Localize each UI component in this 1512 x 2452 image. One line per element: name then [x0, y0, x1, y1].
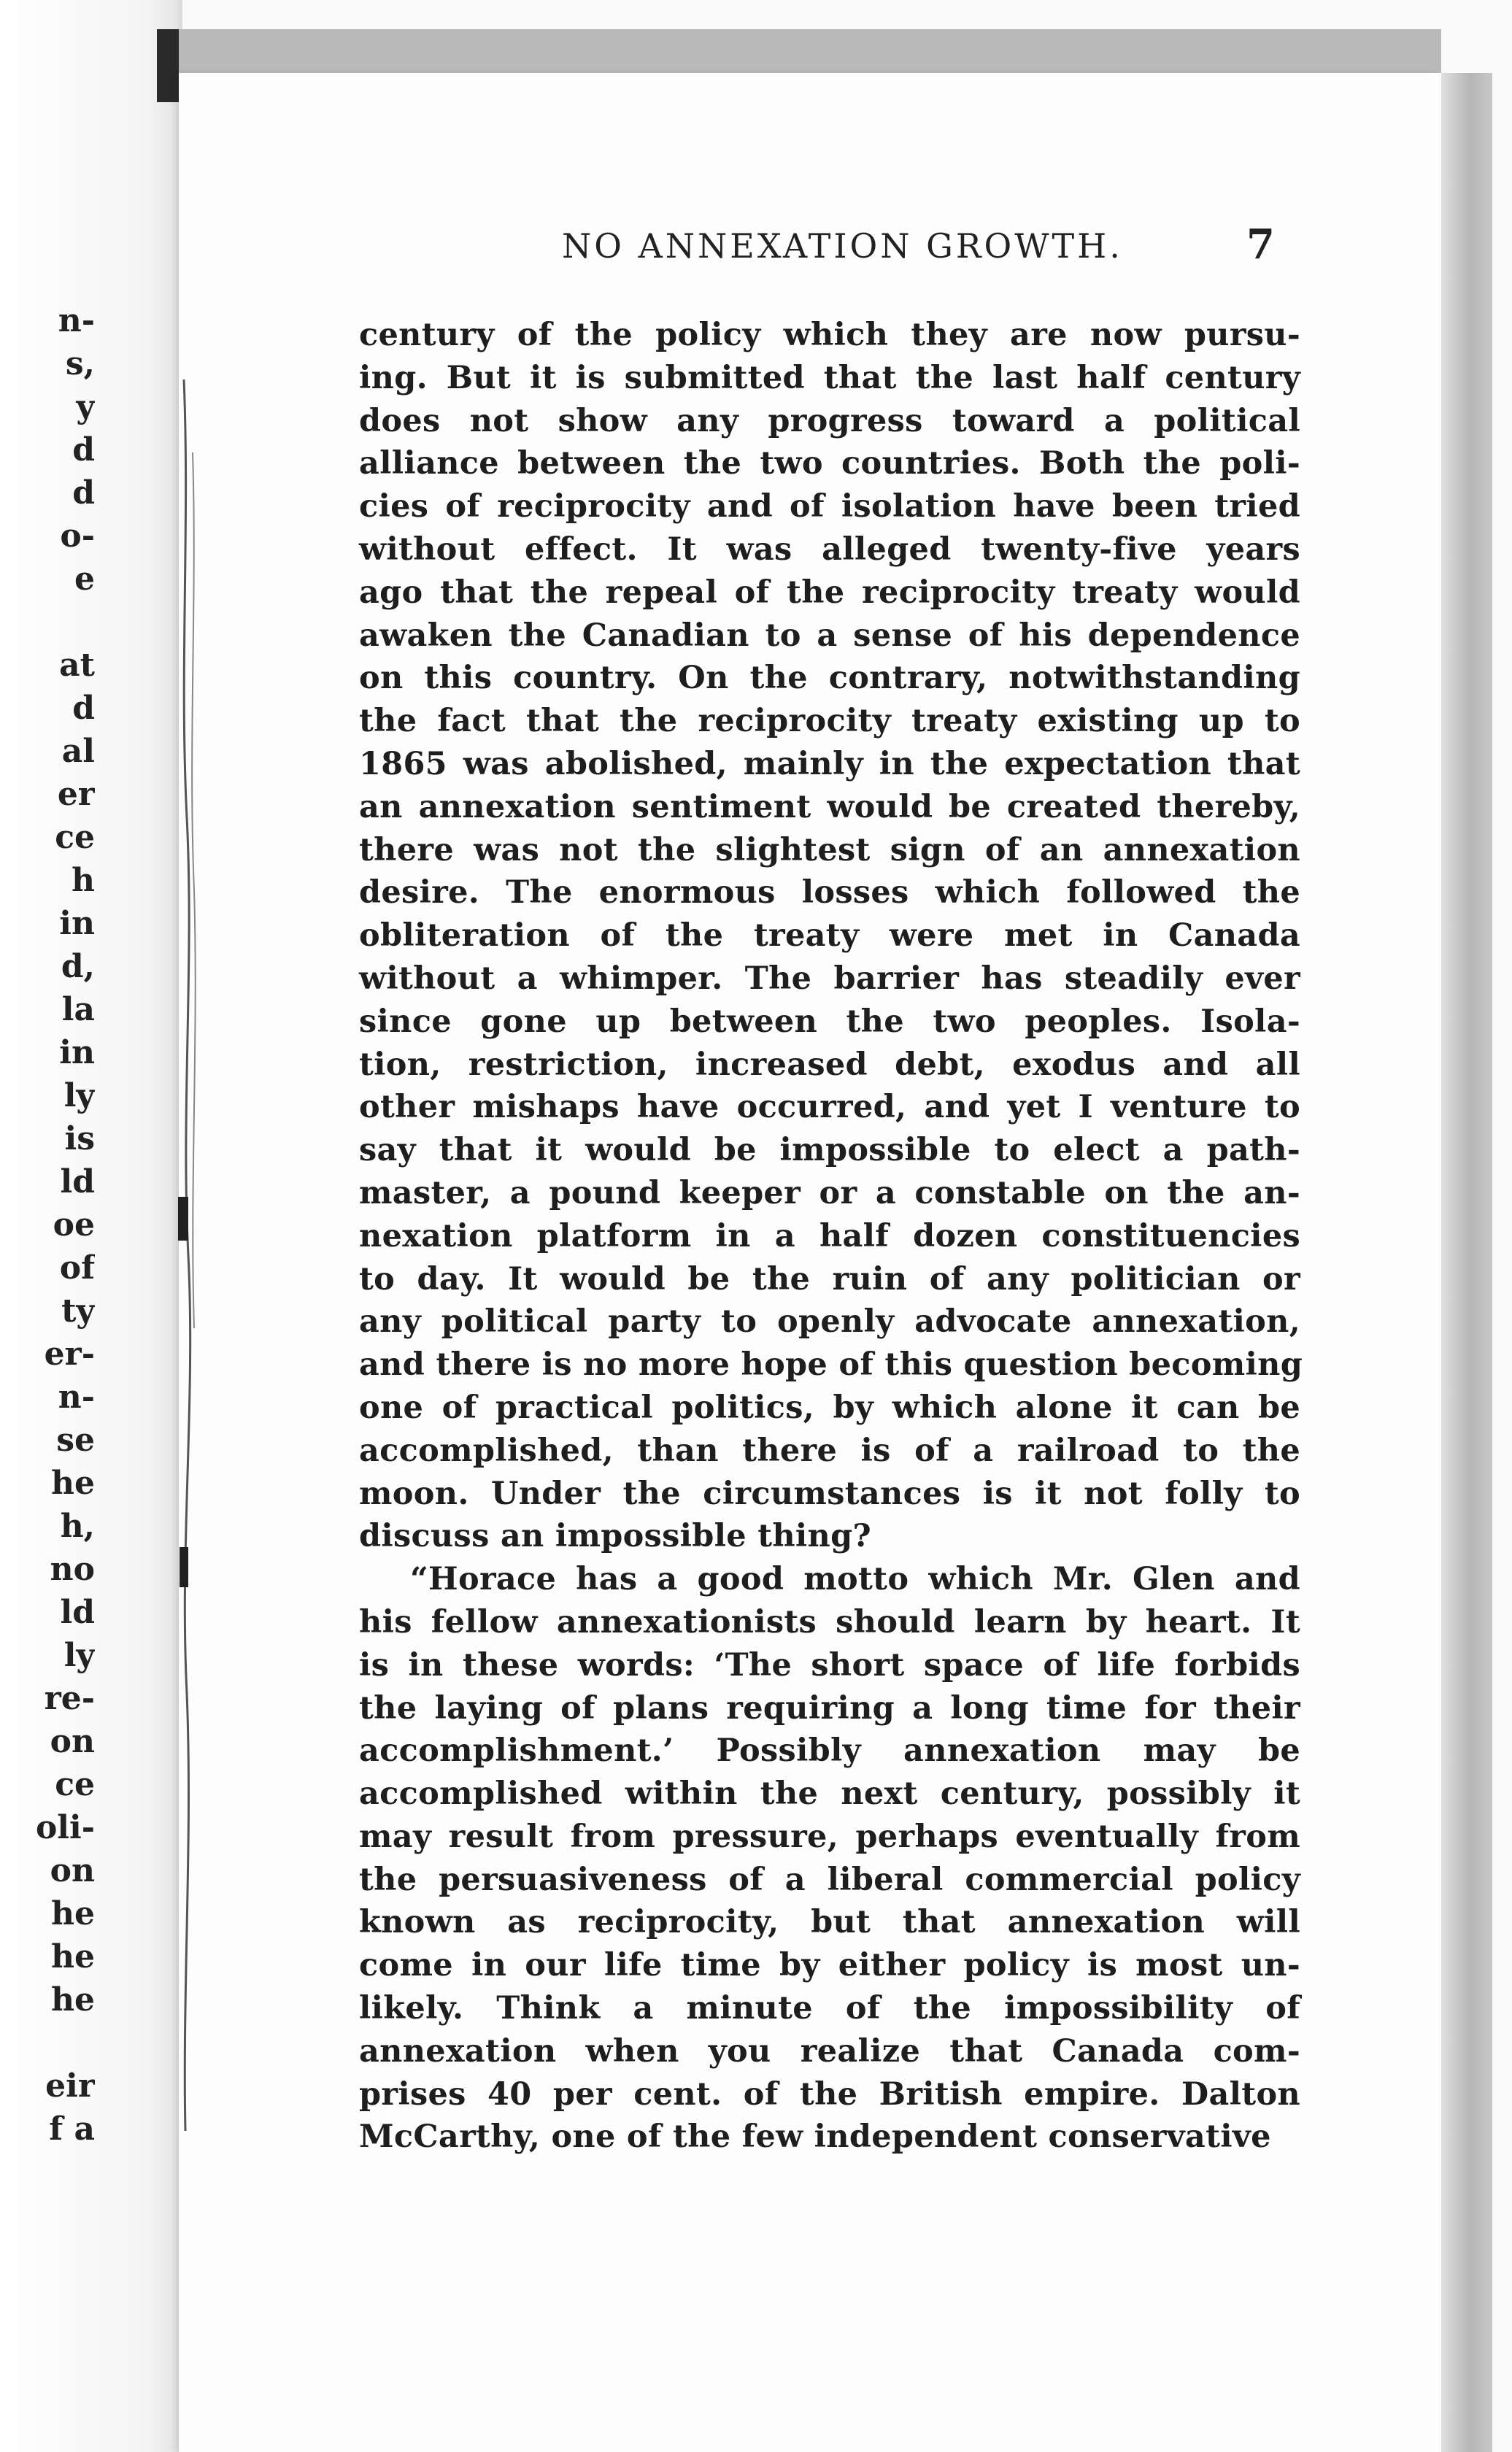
text-line: cies of reciprocity and of isolation have been tried [359, 488, 1300, 525]
left-fragment: ld [60, 1594, 95, 1631]
text-line: and there is no more hope of this question becoming [359, 1346, 1303, 1384]
text-line: accomplishment.’ Possibly annexation may be [359, 1732, 1300, 1770]
text-line: obliteration of the treaty were met in Canada [359, 917, 1300, 955]
left-fragment: d [72, 474, 95, 512]
text-line: annexation when you realize that Canada com- [359, 2032, 1300, 2070]
left-fragment: er [57, 776, 95, 813]
text-line: prises 40 per cent. of the British empire. Dalton [359, 2075, 1300, 2113]
text-line: on this country. On the contrary, notwithstanding [359, 660, 1300, 697]
text-line: likely. Think a minute of the impossibility of [359, 1990, 1300, 2027]
text-line: alliance between the two countries. Both the poli- [359, 445, 1300, 482]
left-fragment: ly [63, 1077, 95, 1114]
left-fragment: f a [49, 2110, 95, 2148]
text-line: without effect. It was alleged twenty-five years [359, 531, 1300, 568]
page-header [0, 220, 1512, 285]
body-text [359, 314, 1303, 2159]
left-fragment: he [51, 1465, 95, 1502]
left-fragment: al [61, 733, 95, 770]
left-fragment: se [56, 1422, 95, 1459]
left-fragment: ce [55, 819, 95, 856]
left-fragment: s, [65, 345, 95, 382]
text-line: 1865 was abolished, mainly in the expectation that [359, 745, 1300, 782]
left-fragment: on [50, 1852, 95, 1889]
right-page-edge [1441, 73, 1492, 2452]
running-head: NO ANNEXATION GROWTH. [562, 226, 1123, 266]
left-fragment: h, [60, 1508, 95, 1545]
text-line: “Horace has a good motto which Mr. Glen and [410, 1561, 1300, 1598]
text-line: one of practical politics, by which alone it can be [359, 1389, 1300, 1426]
text-line: does not show any progress toward a political [359, 402, 1300, 439]
page-number: 7 [1246, 220, 1275, 269]
text-line: accomplished within the next century, possibly it [359, 1776, 1300, 1813]
left-fragment: e [74, 560, 95, 598]
binding-thread [175, 379, 204, 2131]
left-fragment: d, [61, 948, 95, 985]
text-line: there was not the slightest sign of an annexation [359, 831, 1300, 868]
left-fragment: er- [44, 1335, 95, 1373]
text-line: accomplished, than there is of a railroad to the [359, 1432, 1300, 1469]
left-fragment: y [76, 388, 95, 425]
left-fragment: n- [58, 1379, 95, 1416]
left-fragment: d [72, 431, 95, 469]
left-fragment: on [50, 1723, 95, 1760]
text-line: ing. But it is submitted that the last half century [359, 359, 1300, 396]
text-line: an annexation sentiment would be created thereby, [359, 788, 1300, 825]
text-line: his fellow annexationists should learn by heart. It [359, 1603, 1300, 1641]
left-fragment: ld [60, 1163, 95, 1200]
text-line: may result from pressure, perhaps eventually from [359, 1818, 1300, 1855]
text-line: desire. The enormous losses which followed the [359, 874, 1300, 911]
text-line: without a whimper. The barrier has steadily ever [359, 960, 1300, 997]
left-fragment: he [51, 1938, 95, 1975]
left-fragment: la [61, 991, 95, 1028]
left-fragment: in [59, 905, 95, 942]
top-binding-shadow [157, 29, 179, 102]
text-line: say that it would be impossible to elect a path- [359, 1132, 1300, 1169]
text-line: awaken the Canadian to a sense of his dependence [359, 617, 1300, 654]
text-line: discuss an impossible thing? [359, 1518, 871, 1555]
left-fragment: eir [45, 2067, 95, 2105]
left-page-text-fragments [0, 299, 95, 2151]
text-line: master, a pound keeper or a constable on the an- [359, 1174, 1300, 1211]
text-line: other mishaps have occurred, and yet I venture to [359, 1089, 1300, 1126]
left-fragment: at [59, 647, 95, 684]
text-line: tion, restriction, increased debt, exodus and all [359, 1046, 1300, 1083]
left-fragment: h [72, 862, 95, 899]
text-line: any political party to openly advocate annexation, [359, 1303, 1300, 1341]
text-line: the fact that the reciprocity treaty existing up to [359, 703, 1300, 740]
text-line: the persuasiveness of a liberal commercial policy [359, 1861, 1300, 1898]
left-fragment [0, 2021, 95, 2064]
text-line: known as reciprocity, but that annexation will [359, 1904, 1300, 1941]
left-fragment: re- [44, 1680, 95, 1717]
left-fragment: no [50, 1551, 95, 1588]
text-line: to day. It would be the ruin of any politician or [359, 1260, 1300, 1298]
left-fragment: o- [60, 517, 95, 555]
left-fragment: of [59, 1249, 95, 1287]
left-fragment [0, 601, 95, 644]
left-fragment: ce [55, 1766, 95, 1803]
text-line: ago that the repeal of the reciprocity treaty would [359, 574, 1300, 611]
text-line: come in our life time by either policy is most un- [359, 1947, 1300, 1984]
left-fragment: ly [63, 1637, 95, 1674]
left-fragment: he [51, 1981, 95, 2019]
left-fragment: in [59, 1034, 95, 1071]
left-fragment: ty [61, 1292, 95, 1330]
text-line: century of the policy which they are now pursu- [359, 317, 1300, 353]
text-line: is in these words: ‘The short space of life forbids [359, 1646, 1300, 1684]
text-line: McCarthy, one of the few independent conservative [359, 2118, 1271, 2156]
left-fragment: oe [53, 1206, 95, 1244]
left-fragment: oli- [35, 1809, 95, 1846]
left-fragment: is [64, 1120, 95, 1157]
text-line: since gone up between the two peoples. Isola- [359, 1003, 1300, 1040]
text-line: moon. Under the circumstances is it not folly to [359, 1475, 1300, 1512]
left-fragment: he [51, 1895, 95, 1932]
left-fragment: n- [58, 302, 95, 339]
text-line: the laying of plans requiring a long time for their [359, 1689, 1300, 1727]
text-line: nexation platform in a half dozen constituencies [359, 1217, 1300, 1254]
left-fragment: d [72, 690, 95, 727]
